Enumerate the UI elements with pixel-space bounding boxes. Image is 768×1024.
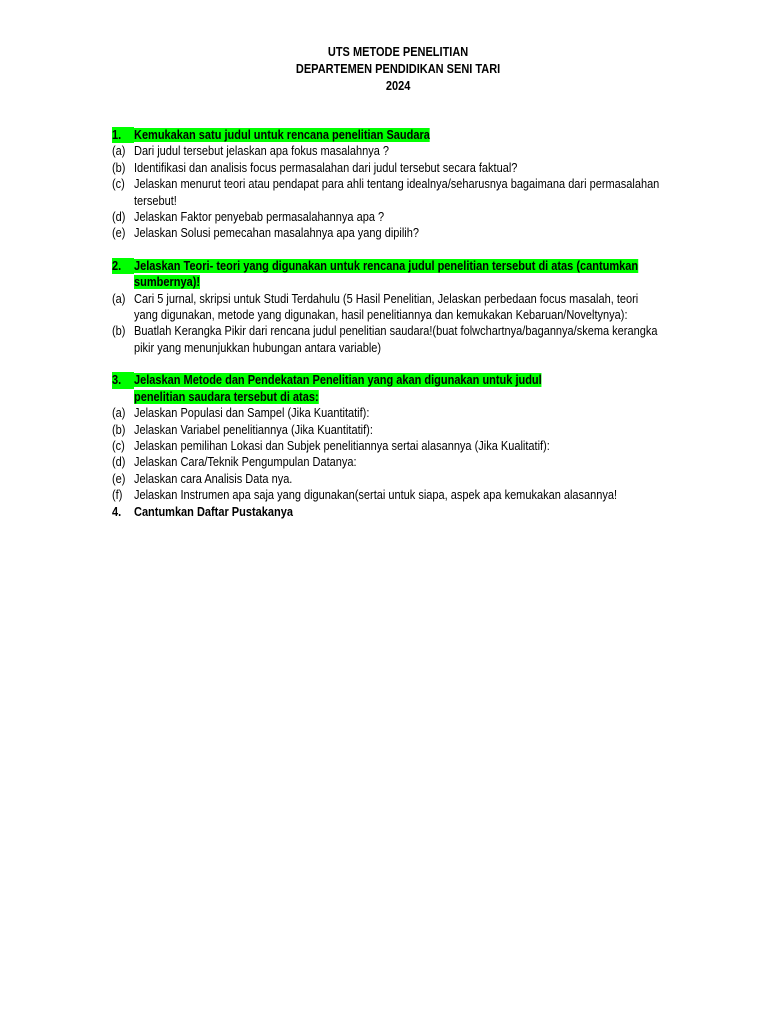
question-number: 3. <box>112 372 134 388</box>
item-label: (d) <box>112 455 126 470</box>
list-item <box>112 176 675 209</box>
list-item <box>112 209 675 225</box>
list-item <box>112 225 675 241</box>
list-item <box>112 143 675 159</box>
question-2 <box>112 258 675 356</box>
item-label: (b) <box>112 324 126 339</box>
item-label: (a) <box>112 291 126 306</box>
document-header <box>145 44 652 95</box>
item-label: (b) <box>112 422 126 437</box>
question-4-heading <box>112 504 675 520</box>
list-item <box>112 422 675 438</box>
list-item <box>112 160 675 176</box>
item-text: Jelaskan Instrumen apa saja yang digunakan(sertai untuk siapa, aspek apa kemukakan alasannya! <box>134 488 618 503</box>
question-2-title: Jelaskan Teori- teori yang digunakan untuk rencana judul penelitian tersebut di atas (cantumkan <box>134 258 639 273</box>
item-label: (b) <box>112 160 126 175</box>
header-department: DEPARTEMEN PENDIDIKAN SENI TARI <box>295 62 501 76</box>
list-item <box>112 438 675 454</box>
question-1 <box>112 127 675 242</box>
list-item <box>112 487 675 503</box>
item-label: (a) <box>112 144 126 159</box>
question-number: 4. <box>112 504 122 519</box>
item-text: Dari judul tersebut jelaskan apa fokus masalahnya ? <box>134 144 389 159</box>
list-item <box>112 405 675 421</box>
item-text: Buatlah Kerangka Pikir dari rencana judul penelitian saudara!(buat folwchartnya/bagannya/skema kerangka <box>134 324 658 339</box>
question-3-title-continued: penelitian saudara tersebut di atas: <box>134 389 319 404</box>
list-item <box>112 454 675 470</box>
header-title: UTS METODE PENELITIAN <box>327 45 469 59</box>
question-2-heading <box>112 258 675 291</box>
item-label: (d) <box>112 210 126 225</box>
question-1-title: Kemukakan satu judul untuk rencana penelitian Saudara <box>134 128 430 142</box>
item-label: (f) <box>112 488 123 503</box>
list-item <box>112 471 675 487</box>
header-year: 2024 <box>385 79 411 93</box>
item-text-continued: yang digunakan, metode yang digunakan, hasil penelitiannya dan kemukakan Kebaruan/Noveltynya): <box>134 308 628 323</box>
item-label: (c) <box>112 438 125 453</box>
question-number: 1. <box>112 127 134 143</box>
exam-questions <box>112 127 675 520</box>
question-2-title-continued: sumbernya)! <box>134 275 201 290</box>
question-number: 2. <box>112 258 134 274</box>
question-3-title: Jelaskan Metode dan Pendekatan Penelitian yang akan digunakan untuk judul <box>134 373 542 388</box>
item-label: (e) <box>112 226 126 241</box>
item-label: (a) <box>112 406 126 421</box>
item-label: (c) <box>112 177 125 192</box>
item-text: Jelaskan cara Analisis Data nya. <box>134 471 293 486</box>
item-text: Jelaskan Variabel penelitiannya (Jika Kuantitatif): <box>134 422 373 437</box>
item-text: Jelaskan pemilihan Lokasi dan Subjek penelitiannya sertai alasannya (Jika Kualitatif): <box>134 438 550 453</box>
item-text-continued: tersebut! <box>134 193 177 208</box>
item-label: (e) <box>112 471 126 486</box>
item-text: Jelaskan Solusi pemecahan masalahnya apa yang dipilih? <box>134 226 419 241</box>
question-3-heading <box>112 372 675 405</box>
list-item <box>112 291 675 324</box>
item-text: Jelaskan Cara/Teknik Pengumpulan Datanya: <box>134 455 357 470</box>
question-1-heading <box>112 127 675 143</box>
item-text: Cari 5 jurnal, skripsi untuk Studi Terdahulu (5 Hasil Penelitian, Jelaskan perbedaan focus masalah, teori <box>134 291 639 306</box>
list-item <box>112 323 675 356</box>
question-3 <box>112 372 675 503</box>
item-text: Jelaskan Populasi dan Sampel (Jika Kuantitatif): <box>134 406 370 421</box>
item-text: Jelaskan Faktor penyebab permasalahannya apa ? <box>134 210 385 225</box>
question-4 <box>112 504 675 520</box>
item-text: Identifikasi dan analisis focus permasalahan dari judul tersebut secara faktual? <box>134 160 518 175</box>
item-text-continued: pikir yang menunjukkan hubungan antara variable) <box>134 340 382 355</box>
question-4-title: Cantumkan Daftar Pustakanya <box>134 504 293 519</box>
item-text: Jelaskan menurut teori atau pendapat para ahli tentang idealnya/seharusnya bagaimana dari permasalahan <box>134 177 660 192</box>
